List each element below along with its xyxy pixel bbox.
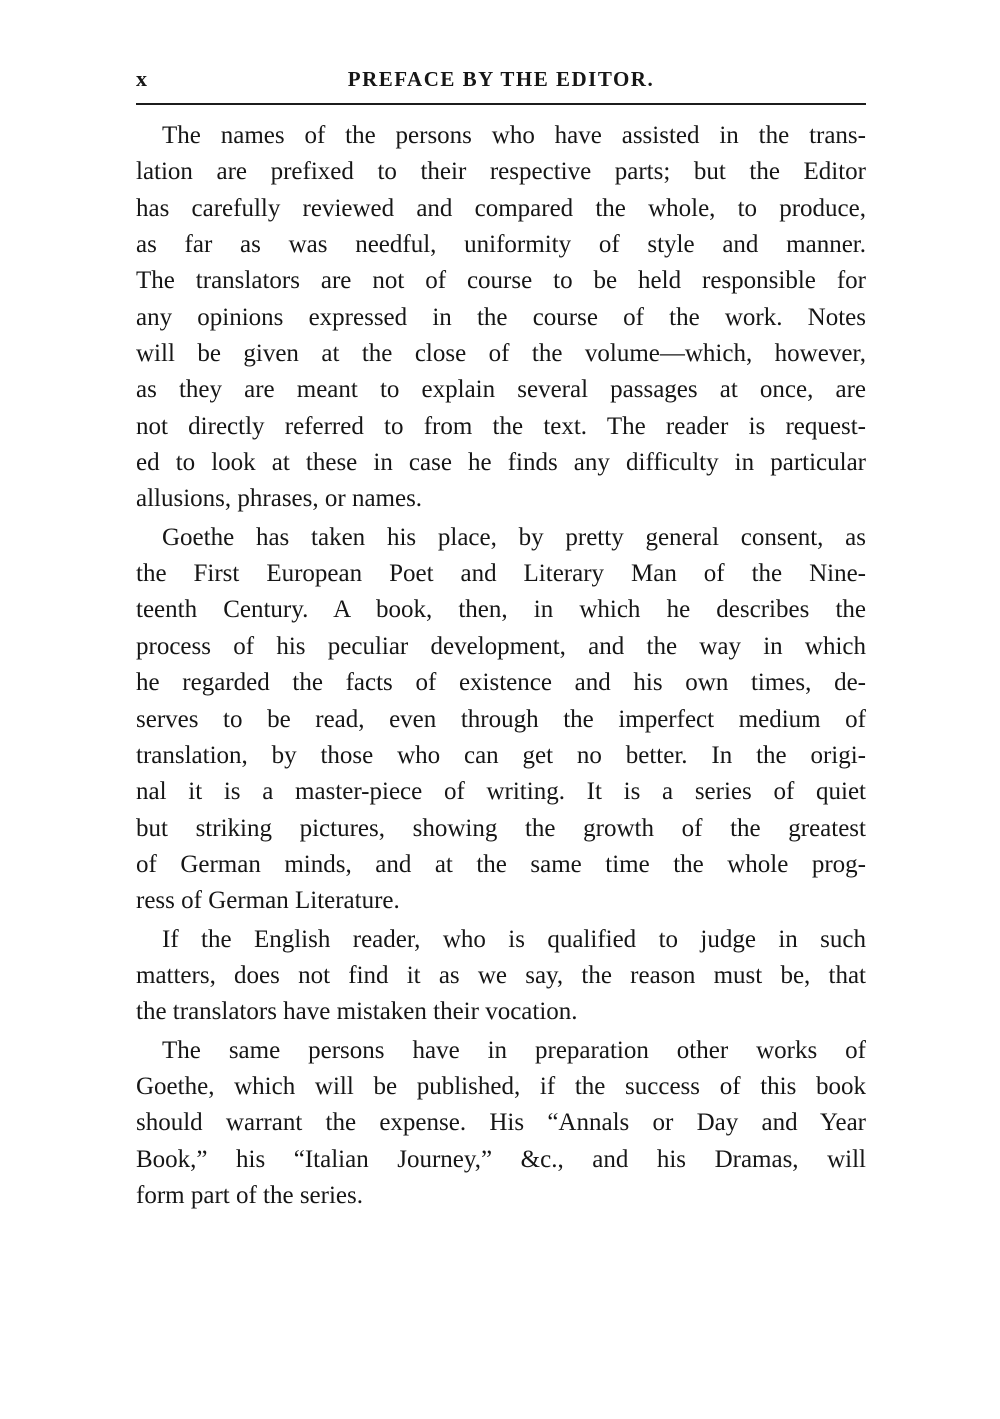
body-text [136, 118, 866, 1214]
running-head [136, 64, 866, 94]
text-line: has carefully reviewed and compared the whole, to produce, [136, 194, 866, 222]
text-line: process of his peculiar development, and the way in which [136, 632, 866, 660]
text-line: Book,” his “Italian Journey,” &c., and his Dramas, will [136, 1145, 866, 1173]
text-line: the translators have mistaken their vocation. [136, 998, 578, 1026]
text-line: The same persons have in preparation other works of [162, 1036, 866, 1064]
paragraph-translators [136, 118, 866, 518]
text-line: he regarded the facts of existence and his own times, de- [136, 669, 866, 697]
text-line: not directly referred to from the text. The reader is request- [136, 412, 866, 440]
text-line: form part of the series. [136, 1181, 364, 1209]
paragraph-other-works [136, 1033, 866, 1215]
text-line: teenth Century. A book, then, in which he describes the [136, 596, 866, 624]
text-line: If the English reader, who is qualified to judge in such [162, 925, 866, 953]
paragraph-english-reader [136, 922, 866, 1031]
text-line: serves to be read, even through the imperfect medium of [136, 705, 866, 733]
text-line: allusions, phrases, or names. [136, 485, 423, 513]
text-line: nal it is a master-piece of writing. It is a series of quiet [136, 778, 866, 806]
text-line: ed to look at these in case he finds any difficulty in particular [136, 449, 866, 477]
text-line: The names of the persons who have assisted in the trans- [162, 122, 866, 149]
text-line: as they are meant to explain several passages at once, are [136, 376, 866, 404]
paragraph-goethe [136, 520, 866, 920]
text-line: ress of German Literature. [136, 887, 400, 915]
text-line: Goethe, which will be published, if the success of this book [136, 1072, 866, 1100]
text-line: but striking pictures, showing the growth of the greatest [136, 814, 866, 842]
text-line: as far as was needful, uniformity of style and manner. [136, 231, 866, 259]
text-line: of German minds, and at the same time the whole prog- [136, 850, 866, 878]
text-line: The translators are not of course to be held responsible for [136, 267, 866, 295]
text-line: should warrant the expense. His “Annals or Day and Year [136, 1109, 866, 1137]
text-line: the First European Poet and Literary Man of the Nine- [136, 560, 866, 588]
text-line: any opinions expressed in the course of the work. Notes [136, 303, 866, 331]
page-number: x [136, 66, 147, 91]
text-line: matters, does not find it as we say, the reason must be, that [136, 961, 866, 989]
text-line: lation are prefixed to their respective parts; but the Editor [136, 158, 866, 186]
header-rule [136, 103, 866, 105]
text-line: Goethe has taken his place, by pretty general consent, as [162, 523, 866, 551]
page-title: PREFACE BY THE EDITOR. [347, 67, 655, 91]
text-line: translation, by those who can get no better. In the origi- [136, 741, 866, 769]
text-line: will be given at the close of the volume—which, however, [136, 340, 866, 368]
